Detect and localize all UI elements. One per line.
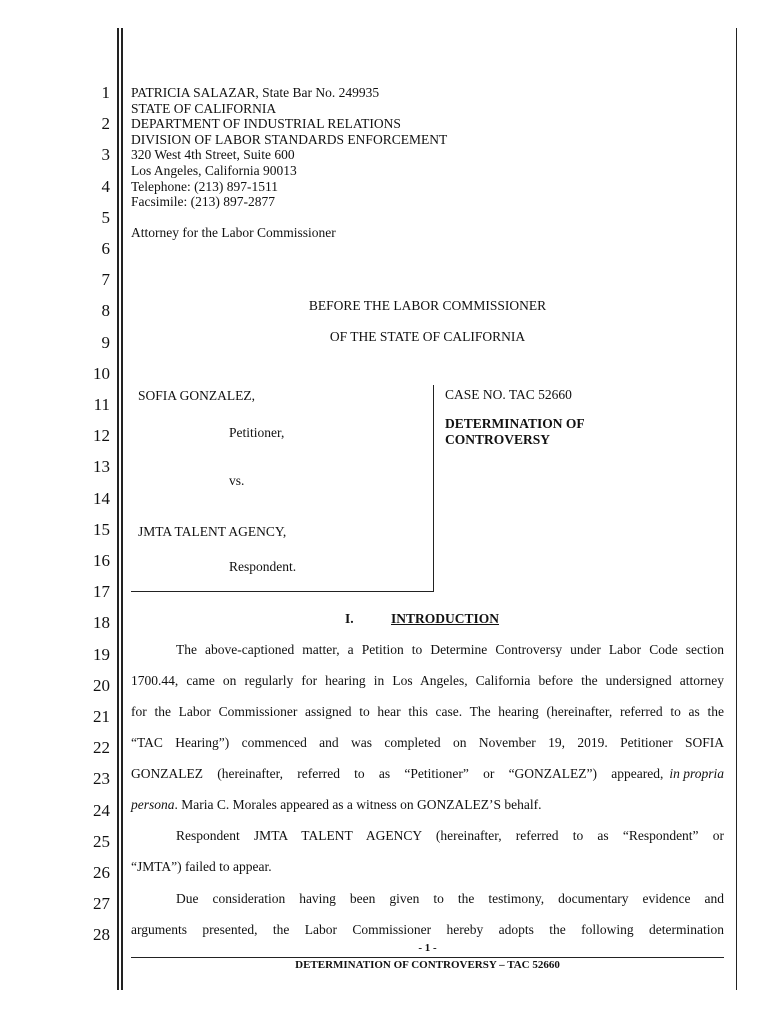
line-number: 28 — [93, 925, 110, 945]
line-number: 17 — [93, 582, 110, 602]
line-number: 11 — [93, 395, 110, 414]
line-number: 23 — [93, 769, 110, 789]
line-number: 18 — [93, 613, 110, 633]
line-number: 3 — [101, 145, 110, 165]
court-title-line-1: BEFORE THE LABOR COMMISSIONER — [308, 298, 547, 313]
latin-phrase: persona — [131, 797, 175, 812]
line-number: 1 — [101, 83, 110, 102]
line-number: 2 — [101, 114, 110, 134]
section-number: I. — [345, 611, 354, 626]
header-line: Los Angeles, California 90013 — [131, 162, 297, 178]
caption-bottom-rule — [131, 591, 434, 592]
respondent-name: JMTA TALENT AGENCY, — [138, 524, 287, 539]
line-number: 10 — [93, 363, 110, 383]
body-line: Respondent JMTA TALENT AGENCY (hereinafter, referred to as “Respondent” or — [176, 828, 724, 843]
body-text: . Maria C. Morales appeared as a witness on GONZALEZ’S behalf. — [174, 797, 542, 812]
attorney-header — [131, 85, 447, 210]
body-line — [131, 765, 724, 783]
header-line: DIVISION OF LABOR STANDARDS ENFORCEMENT — [131, 131, 448, 147]
line-number: 9 — [101, 332, 110, 352]
header-line: DEPARTMENT OF INDUSTRIAL RELATIONS — [131, 116, 401, 132]
line-number: 26 — [93, 863, 110, 882]
line-number: 5 — [101, 207, 110, 227]
line-number: 8 — [101, 301, 110, 321]
footer-rule — [131, 957, 724, 958]
line-number: 27 — [93, 894, 110, 914]
body-line: arguments presented, the Labor Commissioner hereby adopts the following determination — [131, 922, 724, 937]
document-title-line-1: DETERMINATION OF — [445, 416, 585, 431]
line-number: 19 — [93, 644, 110, 664]
body-line: for the Labor Commissioner assigned to hear this case. The hearing (hereinafter, referred to as the — [131, 704, 724, 719]
footer-title: DETERMINATION OF CONTROVERSY – TAC 52660 — [295, 959, 560, 971]
line-number: 16 — [93, 551, 110, 570]
body-line: 1700.44, came on regularly for hearing in Los Angeles, California before the undersigned attorney — [131, 673, 724, 688]
line-number: 7 — [101, 270, 110, 290]
respondent-role: Respondent. — [229, 559, 297, 574]
line-number: 13 — [93, 457, 110, 477]
case-number: CASE NO. TAC 52660 — [445, 387, 572, 402]
body-line: “TAC Hearing”) commenced and was completed on November 19, 2019. Petitioner SOFIA — [131, 735, 724, 750]
body-line: Due consideration having been given to the testimony, documentary evidence and — [176, 891, 724, 906]
petitioner-name: SOFIA GONZALEZ, — [138, 388, 255, 403]
line-number: 21 — [93, 707, 110, 726]
attorney-for: Attorney for the Labor Commissioner — [131, 225, 336, 240]
line-number: 24 — [93, 800, 110, 820]
section-title: INTRODUCTION — [391, 611, 500, 626]
right-margin-rule — [736, 28, 737, 990]
header-line: PATRICIA SALAZAR, State Bar No. 249935 — [131, 85, 380, 100]
body-line: The above-captioned matter, a Petition to Determine Controversy under Labor Code section — [176, 642, 724, 657]
page-number: - 1 - — [418, 942, 437, 954]
line-number: 15 — [93, 519, 110, 539]
court-title-line-2: OF THE STATE OF CALIFORNIA — [329, 329, 526, 344]
body-line: “JMTA”) failed to appear. — [131, 859, 272, 874]
body-line — [131, 796, 542, 814]
latin-phrase: in propria — [669, 766, 724, 781]
caption-vertical-rule — [433, 385, 434, 592]
body-text: GONZALEZ (hereinafter, referred to as “Petitioner” or “GONZALEZ”) appeared, — [131, 766, 664, 781]
line-number: 25 — [93, 831, 110, 851]
versus: vs. — [229, 473, 245, 488]
header-line: Telephone: (213) 897-1511 — [131, 178, 279, 194]
line-number: 12 — [93, 426, 110, 446]
line-number: 22 — [93, 738, 110, 758]
header-line: Facsimile: (213) 897-2877 — [131, 194, 275, 210]
header-line: 320 West 4th Street, Suite 600 — [131, 147, 295, 163]
petitioner-role: Petitioner, — [229, 425, 285, 440]
line-number: 14 — [93, 488, 110, 508]
header-line: STATE OF CALIFORNIA — [131, 100, 277, 116]
left-margin-rule-inner — [121, 28, 123, 990]
line-number: 4 — [101, 176, 110, 196]
line-number: 20 — [93, 675, 110, 695]
document-title-line-2: CONTROVERSY — [445, 432, 551, 447]
left-margin-rule-outer — [117, 28, 119, 990]
line-number: 6 — [101, 239, 110, 258]
